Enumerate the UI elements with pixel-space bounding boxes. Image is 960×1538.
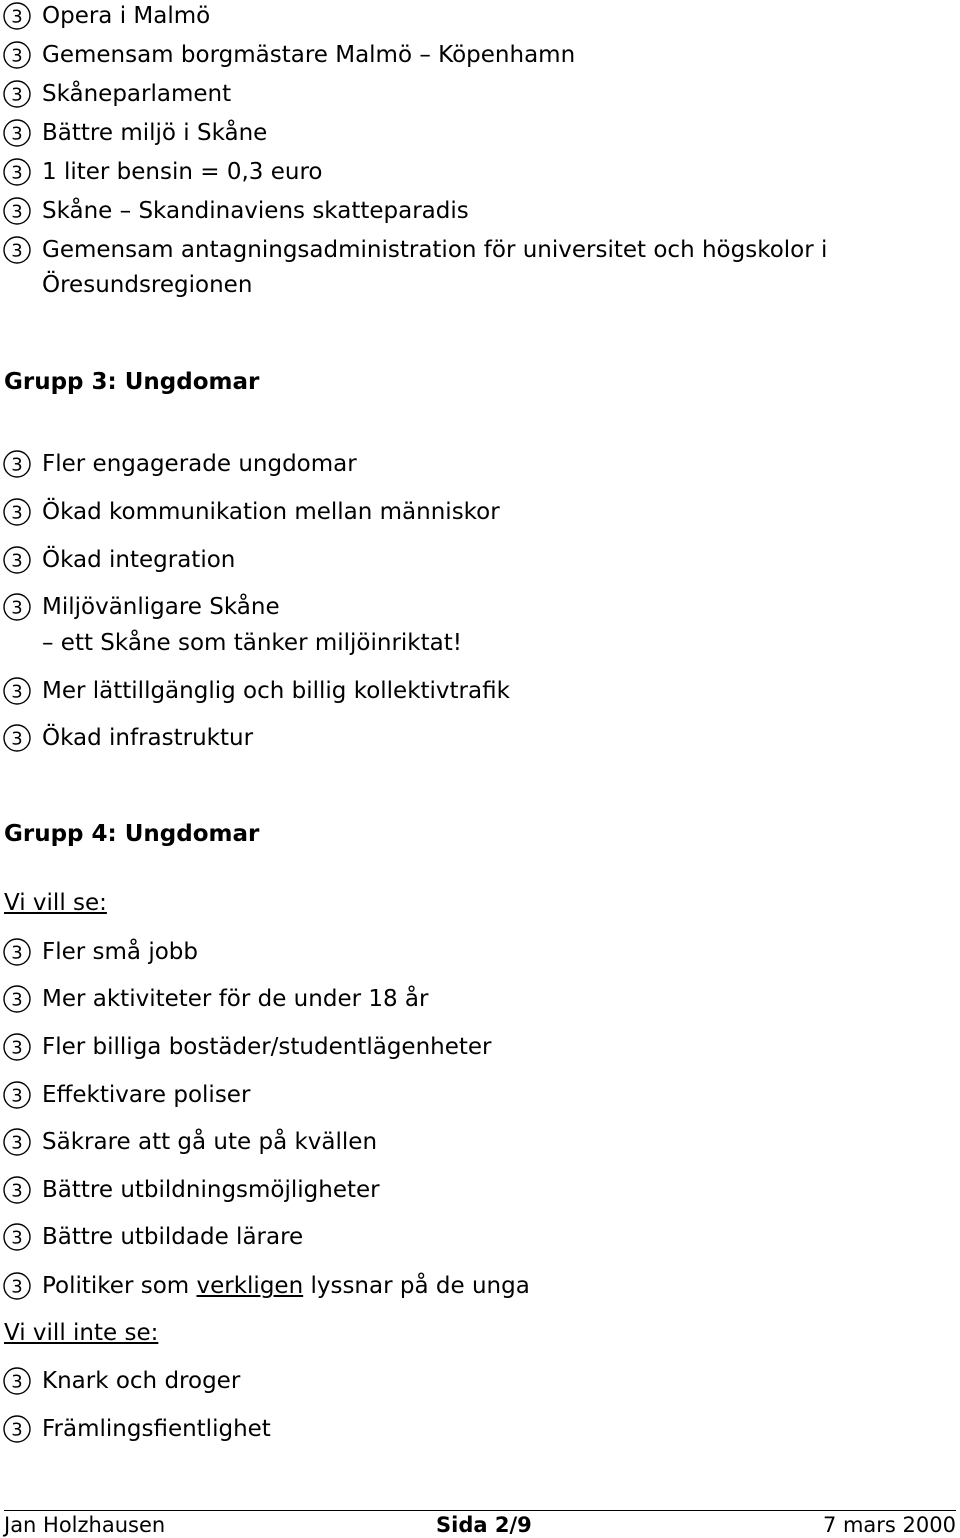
section-heading: Grupp 4: Ungdomar <box>4 821 260 847</box>
circled-three-icon <box>0 1223 38 1251</box>
list-item-continuation: – ett Skåne som tänker miljöinriktat! <box>42 630 462 656</box>
circled-three-icon <box>0 1367 38 1395</box>
circled-three-icon <box>0 1033 38 1061</box>
footer-author: Jan Holzhausen <box>4 1513 166 1537</box>
circled-three-icon <box>0 593 38 621</box>
list-item-text: Fler engagerade ungdomar <box>42 451 357 477</box>
circled-three-icon <box>0 197 38 225</box>
circled-three-icon <box>0 1128 38 1156</box>
list-item-text: Miljövänligare Skåne <box>42 594 280 620</box>
list-item-text: Mer aktiviteter för de under 18 år <box>42 986 429 1012</box>
circled-three-icon <box>0 158 38 186</box>
subheading-not-want: Vi vill inte se: <box>4 1320 159 1346</box>
circled-three-icon <box>0 1415 38 1443</box>
list-item-text: 1 liter bensin = 0,3 euro <box>42 159 323 185</box>
circled-three-icon <box>0 1272 38 1300</box>
list-item-text: Skåneparlament <box>42 81 232 107</box>
circled-three-icon <box>0 1176 38 1204</box>
circled-three-icon <box>0 546 38 574</box>
list-item-continuation: Öresundsregionen <box>42 272 253 298</box>
list-item-text: Knark och droger <box>42 1368 241 1394</box>
list-item-text: Gemensam antagningsadministration för universitet och högskolor i <box>42 237 828 263</box>
list-item-text: Gemensam borgmästare Malmö – Köpenhamn <box>42 42 576 68</box>
circled-three-icon <box>0 985 38 1013</box>
list-item-text: Ökad infrastruktur <box>42 725 254 751</box>
list-item-text <box>42 1272 530 1300</box>
footer-page-number: Sida 2/9 <box>436 1513 532 1537</box>
list-item-text: Fler små jobb <box>42 939 198 965</box>
list-item-text: Opera i Malmö <box>42 3 211 29</box>
list-item-text: Mer lättillgänglig och billig kollektivtrafik <box>42 678 510 704</box>
politiker-underlined: verkligen <box>196 1273 304 1299</box>
page-footer <box>4 1510 956 1538</box>
list-item-text: Säkrare att gå ute på kvällen <box>42 1129 378 1155</box>
list-item-text: Bättre miljö i Skåne <box>42 120 268 146</box>
footer-date: 7 mars 2000 <box>822 1513 956 1537</box>
circled-three-icon <box>0 1081 38 1109</box>
circled-three-icon <box>0 119 38 147</box>
circled-three-icon <box>0 236 38 264</box>
subheading-want: Vi vill se: <box>4 890 107 916</box>
list-item-text: Bättre utbildade lärare <box>42 1224 304 1250</box>
politiker-after: lyssnar på de unga <box>303 1273 530 1299</box>
politiker-before: Politiker som <box>42 1273 197 1299</box>
list-item-text: Bättre utbildningsmöjligheter <box>42 1177 380 1203</box>
circled-three-icon <box>0 2 38 30</box>
list-item-text: Främlingsfientlighet <box>42 1416 271 1442</box>
list-item-text: Ökad integration <box>42 547 236 573</box>
circled-three-icon <box>0 450 38 478</box>
list-item-text: Effektivare poliser <box>42 1082 251 1108</box>
circled-three-icon <box>0 41 38 69</box>
section-heading: Grupp 3: Ungdomar <box>4 369 260 395</box>
circled-three-icon <box>0 498 38 526</box>
list-item-text: Ökad kommunikation mellan människor <box>42 499 500 525</box>
list-item-text: Fler billiga bostäder/studentlägenheter <box>42 1034 492 1060</box>
circled-three-icon <box>0 724 38 752</box>
circled-three-icon <box>0 80 38 108</box>
list-item-text: Skåne – Skandinaviens skatteparadis <box>42 198 469 224</box>
circled-three-icon <box>0 677 38 705</box>
circled-three-icon <box>0 938 38 966</box>
